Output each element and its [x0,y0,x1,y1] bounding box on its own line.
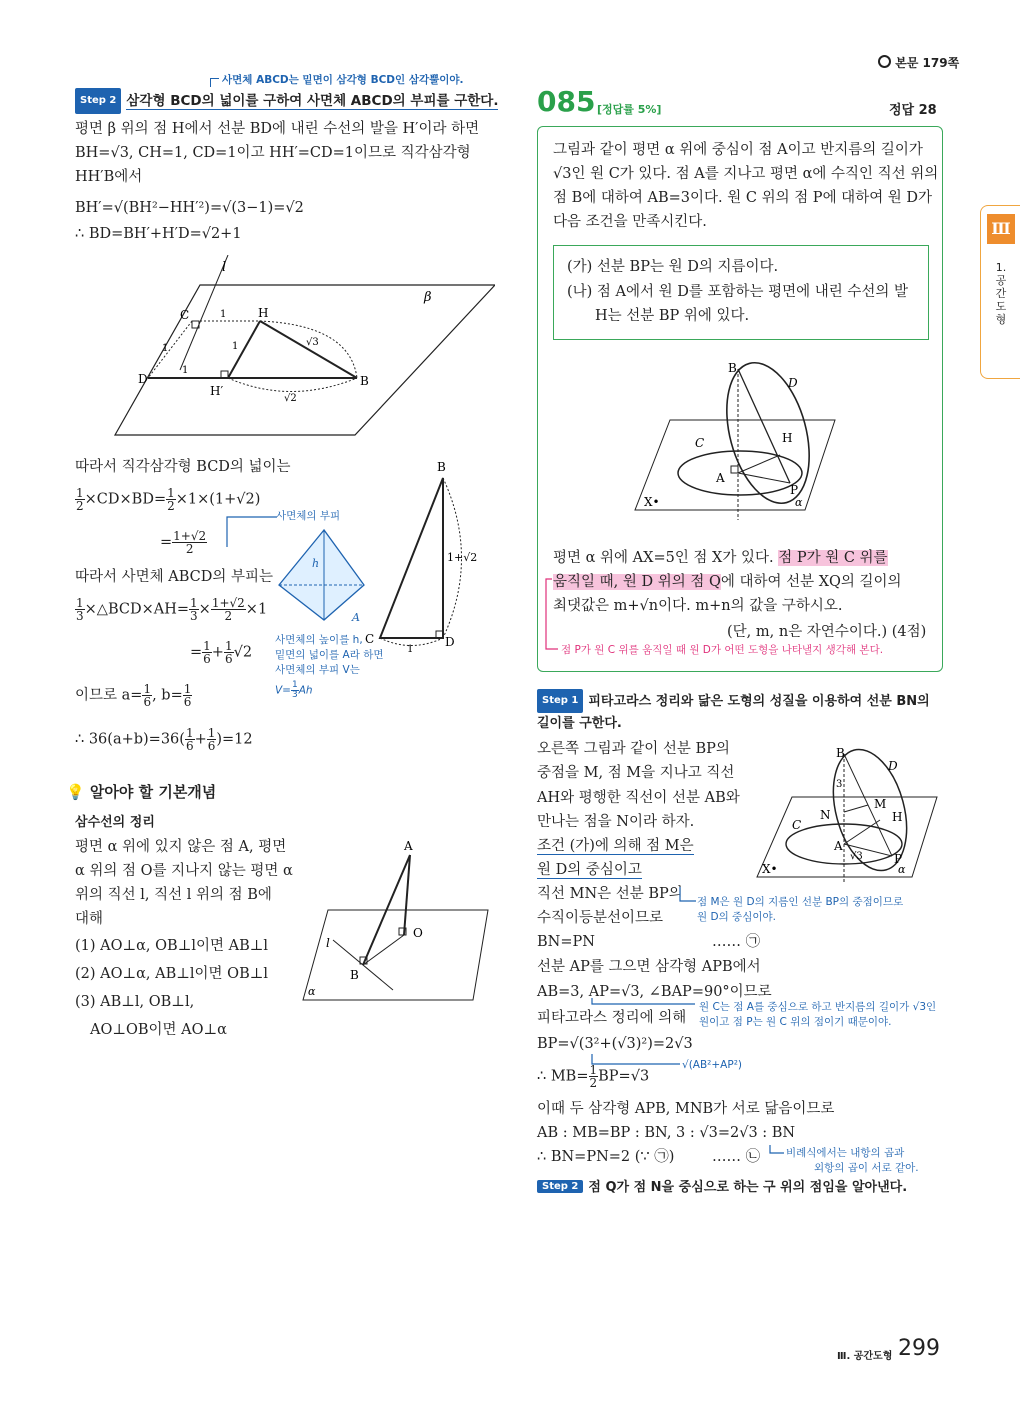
svg-text:√3: √3 [850,851,863,862]
question-hint: 점 P가 원 C 위를 움직일 때 원 D가 어떤 도형을 나타낼지 생각해 본다. [561,644,884,656]
svg-text:1: 1 [182,365,189,376]
answer: 정답 28 [889,103,937,118]
svg-text:1: 1 [232,341,239,352]
circle-icon [878,55,891,68]
solution-line: AB=3, AP=√3, ∠BAP=90°이므로 [537,984,772,1000]
equation: $\frac{1}{3}$ ×△BCD×AH= $\frac{1}{3}$ × $\frac{1+√2}{2}$ ×1 [76,596,268,623]
annotation-bracket [222,512,282,552]
condition-line: H는 선분 BP 위에 있다. [595,308,750,324]
concept-alpha-label: α [308,985,316,998]
equation: ∴ BN=PN=2 (∵ ㉠) [537,1149,675,1165]
svg-text:√3: √3 [306,337,319,348]
text-line: (3) AB⊥l, OB⊥l, [75,994,195,1010]
equation: BH′=√(BH²−HH′²)=√(3−1)=√2 [75,200,304,216]
concept-b-label: B [350,968,359,982]
question-line: √3인 원 C가 있다. 점 A를 지나고 평면 α에 수직인 직선 위의 [553,166,939,182]
fig-s-x: X• [762,862,778,876]
solution-line: 조건 (가)에 의해 점 M은 [537,838,694,854]
solution-line: 중점을 M, 점 M을 지나고 직선 [537,765,735,781]
side-tab[interactable] [980,205,1020,379]
svg-text:1: 1 [220,309,227,320]
section-label: 1. 공간도형 [995,261,1007,326]
fig-q-p: P [790,483,799,497]
three-perpendiculars-figure [298,835,493,1005]
equation: = $\frac{1}{6}$ + $\frac{1}{6}$ √2 [190,639,253,666]
tri-c-label: C [365,632,375,646]
fig-s-c: C [792,818,802,832]
text-line: (2) AO⊥α, AB⊥l이면 OB⊥l [75,966,268,982]
solution-line: 직선 MN은 선분 BP의 [537,886,683,902]
fig-s-n: N [820,808,831,822]
question-line: 평면 α 위에 AX=5인 점 X가 있다. 점 P가 원 C 위를 [553,550,888,566]
svg-text:1: 1 [162,343,169,354]
fig-s-b: B [836,746,845,760]
right-triangle-figure [365,458,495,658]
c-note: 원 C는 점 A를 중심으로 하고 반지름의 길이가 √3인 원이고 점 P는 원 C 위의 점이기 때문이야. [699,1001,937,1028]
note-arrow [540,575,560,655]
solution-line: 피타고라스 정리에 의해 [537,1010,687,1026]
equation-tag: …… ㉡ [712,1149,761,1165]
condition-line: (가) 선분 BP는 원 D의 지름이다. [567,259,779,275]
note-arrow [768,1143,788,1159]
text-line: 평면 β 위의 점 H에서 선분 BD에 내린 수선의 발을 H′이라 하면 [75,121,480,137]
point-b-label: B [360,374,369,388]
fig-q-h: H [782,431,793,445]
text-line: AO⊥OB이면 AO⊥α [90,1022,227,1038]
solution-line: 선분 AP를 그으면 삼각형 APB에서 [537,959,761,975]
lightbulb-icon: 💡 [66,783,85,801]
fig-s-h: H [892,810,903,824]
solution-line: AH와 평행한 직선이 선분 AB와 [537,790,740,806]
fig-s-d: D [888,759,898,773]
solution-line: 이때 두 삼각형 APB, MNB가 서로 닮음이므로 [537,1101,835,1117]
svg-text:3: 3 [836,779,843,790]
tri-d-label: D [445,635,455,649]
question-line: 움직일 때, 원 D 위의 점 Q에 대하여 선분 XQ의 길이의 [553,574,902,590]
equation: = $\frac{1+√2}{2}$ [160,529,207,556]
equation: ∴ MB= $\frac{1}{2}$ BP=√3 [537,1063,650,1090]
text-line: 평면 α 위에 있지 않은 점 A, 평면 [75,839,287,855]
concept-subtitle: 삼수선의 정리 [75,815,155,830]
chapter-tab-roman: Ⅲ [987,214,1015,244]
solution-figure [752,742,942,882]
step2-right-header: Step 2 점 Q가 점 N을 중심으로 하는 구 위의 점임을 알아낸다. [537,1176,907,1195]
fig-s-a: A [834,839,843,853]
solution-line: 오른쪽 그림과 같이 선분 BP의 [537,741,730,757]
fig-s-alpha: α [898,863,906,876]
question-line: 점 B에 대하여 AB=3이다. 원 C 위의 점 P에 대하여 원 D가 [553,190,933,206]
fig-s-p: P [894,852,903,866]
equation: AB : MB=BP : BN, 3 : √3=2√3 : BN [537,1125,796,1141]
point-h-label: H [258,306,269,320]
question-line: (단, m, n은 자연수이다.) (4점) [727,624,927,640]
m-note: 점 M은 원 D의 지름인 선분 BP의 중점이므로 원 D의 중심이야. [697,896,904,923]
equation: ∴ BD=BH′+H′D=√2+1 [75,226,242,242]
note-arrow [678,885,698,907]
text-line: BH=√3, CH=1, CD=1이고 HH′=CD=1이므로 직각삼각형 [75,145,471,161]
point-c-label: C [180,308,190,322]
concept-title: 💡 알아야 할 기본개념 [66,783,217,801]
question-line: 그림과 같이 평면 α 위에 중심이 점 A이고 반지름의 길이가 [553,142,923,158]
concept-a-label: A [404,839,413,853]
point-hp-label: H′ [210,384,224,398]
pyramid-a-label: A [352,611,360,624]
solution-line: 원 D의 중심이고 [537,862,642,878]
fig-q-a: A [716,471,725,485]
pyramid-h-label: h [312,557,320,570]
text-line: 따라서 직각삼각형 BCD의 넓이는 [75,459,291,475]
fig-q-alpha: α [795,496,803,509]
fig-q-b: B [728,361,737,375]
page-number: 299 [898,1336,940,1361]
svg-text:1+√2: 1+√2 [447,551,478,564]
volume-note: 사면체의 부피 [276,510,341,522]
fig-q-c: C [695,436,705,450]
svg-text:1: 1 [407,644,414,655]
point-d-label: D [138,372,148,386]
step1-header: Step 1 피타고라스 정리와 닮은 도형의 성질을 이용하여 선분 BN의 길이를 구한다. [537,689,930,735]
question-line: 다음 조건을 만족시킨다. [553,214,707,230]
svg-text:√2: √2 [284,393,297,404]
equation-tag: …… ㉠ [712,934,761,950]
condition-line: (나) 점 A에서 원 D를 포함하는 평면에 내린 수선의 발 [567,284,909,300]
line-l-label: l [222,260,227,275]
concept-l-label: l [326,936,330,950]
correct-rate: [정답률 5%] [597,103,662,116]
fig-q-x: X• [644,495,660,509]
text-line: HH′B에서 [75,169,143,185]
text-line: α 위의 점 O를 지나지 않는 평면 α [75,863,293,879]
ap-note: √(AB²+AP²) [682,1059,743,1071]
concept-o-label: O [413,926,423,940]
text-line: 따라서 사면체 ABCD의 부피는 [75,569,274,585]
text-line: 위의 직선 l, 직선 l 위의 점 B에 [75,887,272,903]
equation: $\frac{1}{2}$ ×CD×BD= $\frac{1}{2}$ ×1×(1+√2) [76,486,261,513]
text-line: (1) AO⊥α, OB⊥l이면 AB⊥l [75,938,268,954]
equation: 이므로 a= $\frac{1}{6}$ , b= $\frac{1}{6}$ [75,682,192,709]
equation: ∴ 36(a+b)=36( $\frac{1}{6}$ + $\frac{1}{6}$ )=12 [75,726,253,753]
page-reference: 본문 179쪽 [878,54,959,71]
fig-s-m: M [874,797,887,811]
ratio-note: 비례식에서는 내항의 곱과 외항의 곱이 서로 같아. [786,1147,919,1174]
plane-beta-figure [110,255,495,440]
footer-chapter: Ⅲ. 공간도형 [837,1351,893,1362]
pyramid-note: 사면체의 높이를 h, 밑면의 넓이를 A라 하면 사면체의 부피 V는 V= $\frac{1}{3}$ Ah [275,634,384,700]
beta-label: β [424,290,432,305]
top-annotation: 사면체 ABCD는 밑면이 삼각형 BCD인 삼각뿔이야. [210,73,464,88]
question-line: 최댓값은 m+√n이다. m+n의 값을 구하시오. [553,598,843,614]
equation: BP=√(3²+(√3)²)=2√3 [537,1036,693,1052]
solution-line: BN=PN [537,934,595,950]
solution-line: 수직이등분선이므로 [537,910,664,926]
pyramid-figure [274,525,374,630]
tri-b-label: B [437,460,446,474]
solution-line: 만나는 점을 N이라 하자. [537,814,695,830]
problem-number: 085 [537,85,596,118]
problem-figure [630,355,840,520]
text-line: 대해 [75,911,104,927]
fig-q-d: D [788,376,798,390]
step2-header: Step 2 삼각형 BCD의 넓이를 구하여 사면체 ABCD의 부피를 구한다. [75,88,498,114]
